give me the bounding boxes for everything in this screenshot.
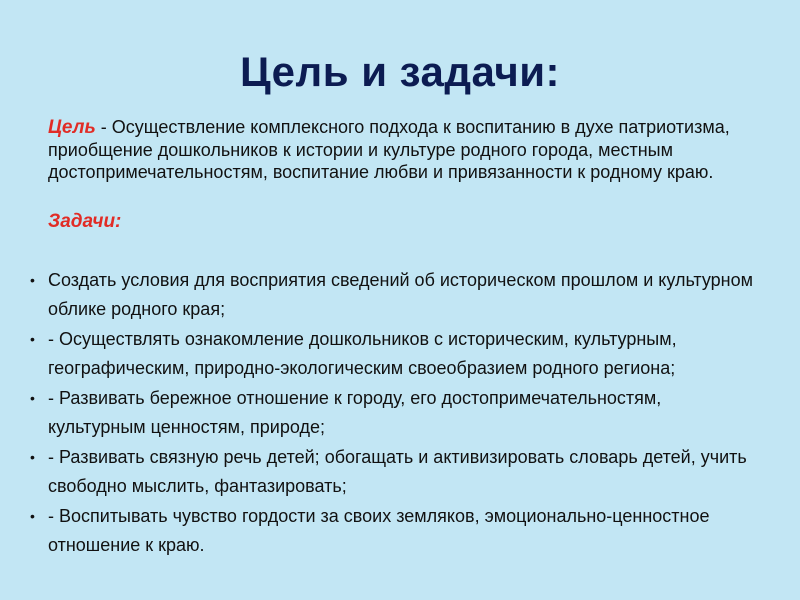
bullet-icon: •: [30, 272, 35, 288]
task-text: - Воспитывать чувство гордости за своих земляков, эмоционально-ценностное отношение к краю.: [48, 506, 710, 555]
bullet-icon: •: [30, 449, 35, 465]
task-item: [30, 266, 760, 324]
task-item: [30, 502, 760, 560]
bullet-icon: •: [30, 508, 35, 524]
slide-title: Цель и задачи:: [239, 48, 561, 95]
task-text: Создать условия для восприятия сведений об историческом прошлом и культурном облике родного края;: [48, 270, 753, 319]
bullet-icon: •: [30, 331, 35, 347]
goal-paragraph: [48, 116, 748, 183]
task-item: [30, 443, 760, 501]
task-item: [30, 325, 760, 383]
task-text: - Развивать бережное отношение к городу, его достопримечательностям, культурным ценностям, природе;: [48, 388, 662, 437]
task-text: - Осуществлять ознакомление дошкольников с историческим, культурным, географическим, природно-экологическим своеобразием родного региона;: [48, 329, 677, 378]
bullet-icon: •: [30, 390, 35, 406]
goal-separator: -: [95, 117, 112, 137]
goal-label: Цель: [48, 117, 96, 138]
task-item: [30, 384, 760, 442]
goal-text: Осуществление комплексного подхода к воспитанию в духе патриотизма, приобщение дошкольников к истории и культуре родного города, местным достопримечательностям, воспитание любви и привязанности к родному краю.: [48, 117, 730, 182]
tasks-list: [30, 266, 760, 561]
task-text: - Развивать связную речь детей; обогащать и активизировать словарь детей, учить свободно мыслить, фантазировать;: [48, 447, 747, 496]
tasks-label: Задачи:: [48, 211, 122, 232]
